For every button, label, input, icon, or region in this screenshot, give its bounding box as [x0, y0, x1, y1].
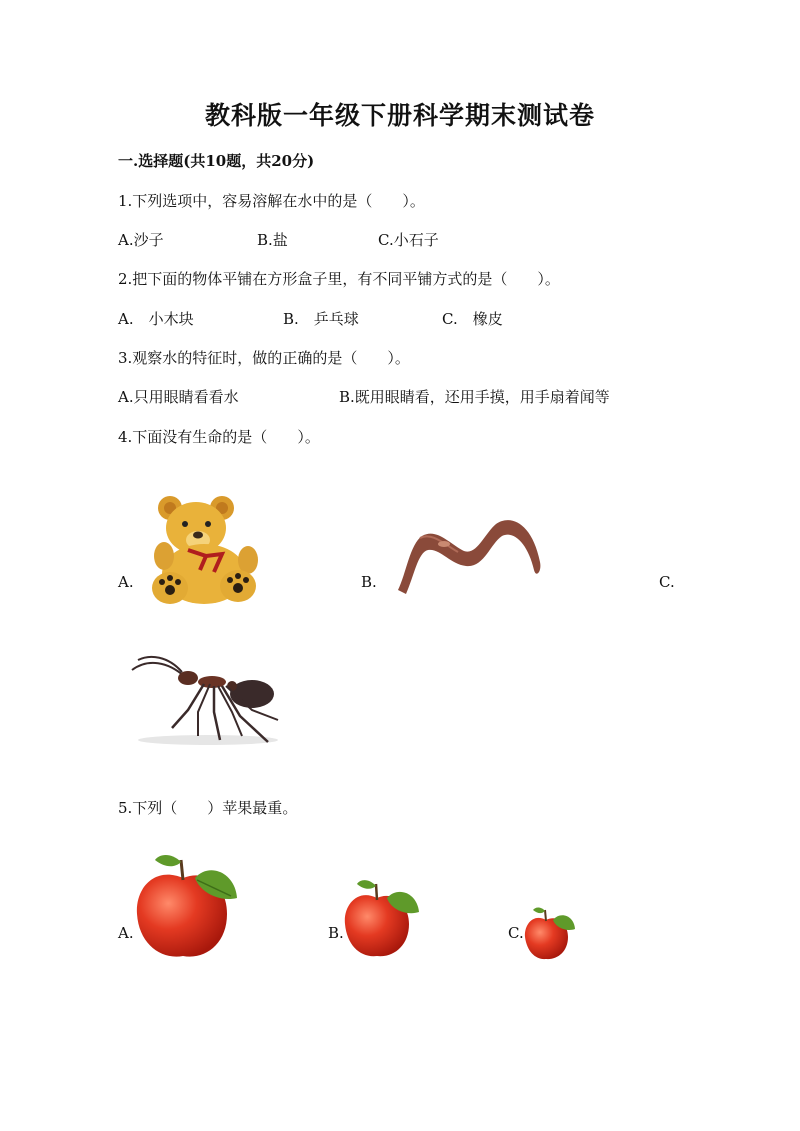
large-apple-image — [135, 852, 241, 962]
q4-option-a[interactable]: A. — [118, 573, 134, 591]
q5-option-a[interactable]: A. — [118, 924, 134, 942]
q4-option-c[interactable]: C. — [659, 573, 675, 591]
q1-option-b[interactable]: B.盐 — [257, 231, 288, 249]
question-1: 1.下列选项中，容易溶解在水中的是（ ）。 — [118, 192, 425, 210]
q1-option-a[interactable]: A.沙子 — [118, 231, 164, 249]
q2-option-a[interactable]: A. 小木块 — [118, 310, 194, 328]
question-2: 2.把下面的物体平铺在方形盒子里，有不同平铺方式的是（ ）。 — [118, 270, 560, 288]
small-apple-image — [524, 906, 578, 962]
q1-option-c[interactable]: C.小石子 — [378, 231, 439, 249]
earthworm-image — [392, 514, 546, 596]
q3-option-b[interactable]: B.既用眼睛看，还用手摸，用手扇着闻等 — [339, 388, 610, 406]
q4-option-b[interactable]: B. — [361, 573, 377, 591]
question-5: 5.下列（ ）苹果最重。 — [118, 799, 298, 817]
teddy-bear-image — [148, 494, 258, 606]
q2-option-c[interactable]: C. 橡皮 — [442, 310, 503, 328]
q5-option-b[interactable]: B. — [328, 924, 344, 942]
question-3: 3.观察水的特征时，做的正确的是（ ）。 — [118, 349, 410, 367]
q3-option-a[interactable]: A.只用眼睛看看水 — [118, 388, 239, 406]
page-title: 教科版一年级下册科学期末测试卷 — [204, 101, 595, 130]
q5-option-c[interactable]: C. — [508, 924, 524, 942]
medium-apple-image — [343, 878, 423, 960]
ant-image — [128, 652, 284, 748]
q2-option-b[interactable]: B. 乒乓球 — [283, 310, 359, 328]
section-heading: 一.选择题(共10题，共20分) — [118, 152, 315, 170]
question-4: 4.下面没有生命的是（ ）。 — [118, 428, 320, 446]
